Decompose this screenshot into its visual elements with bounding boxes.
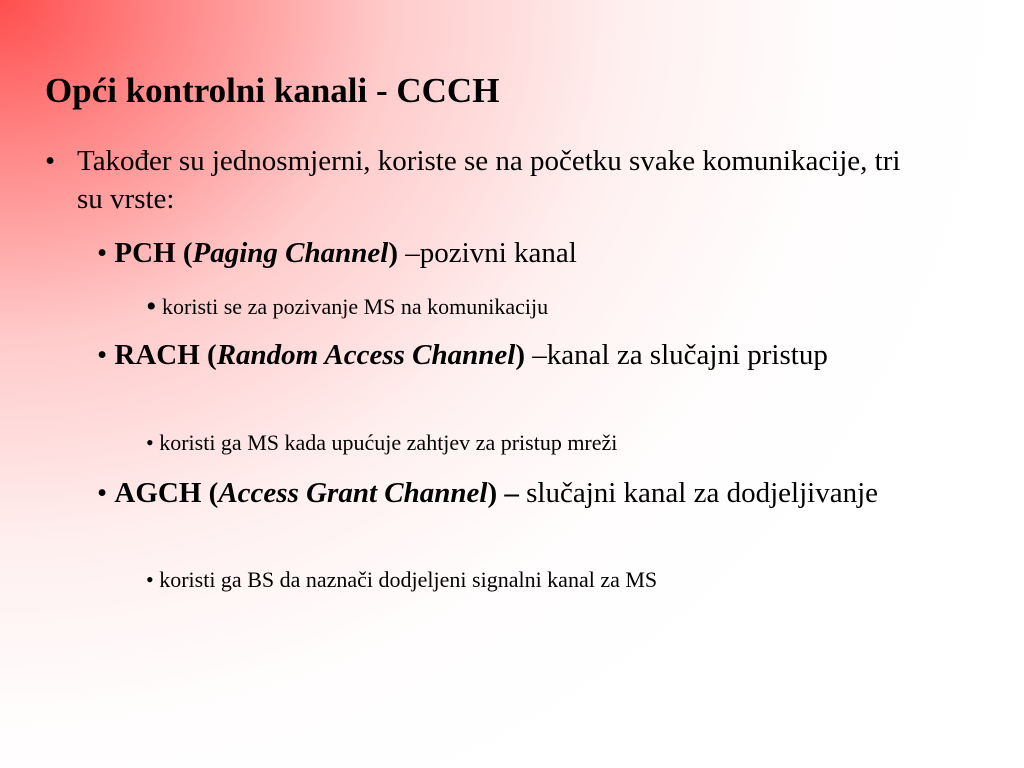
- channel-description: slučajni kanal za dodjeljivanje: [518, 477, 879, 509]
- channel-abbr: RACH (: [114, 339, 217, 371]
- channel-item-agch: [97, 474, 917, 512]
- channel-name: Paging Channel: [192, 237, 389, 269]
- channel-item-pch: [97, 234, 917, 272]
- bullet-dot: •: [97, 237, 108, 269]
- bullet-dot: •: [97, 339, 108, 371]
- detail-text: koristi se za pozivanje MS na komunikaciju: [162, 294, 549, 319]
- bullet-dot: •: [97, 477, 108, 509]
- channel-description: –kanal za slučajni pristup: [525, 339, 828, 371]
- channel-abbr: AGCH (: [114, 477, 219, 509]
- channel-close: ) –: [487, 477, 519, 509]
- channel-name: Access Grant Channel: [218, 477, 488, 509]
- slide-title: Opći kontrolni kanali - CCCH: [45, 71, 500, 110]
- bullet-dot: •: [146, 567, 154, 592]
- channel-close: ): [515, 339, 526, 371]
- detail-text: koristi ga BS da naznači dodjeljeni signalni kanal za MS: [159, 567, 658, 592]
- channel-detail-agch: [146, 565, 906, 595]
- intro-text: Također su jednosmjerni, koriste se na početku svake komunikacije, tri su vrste:: [77, 145, 901, 215]
- intro-bullet: [45, 142, 907, 218]
- bullet-dot: •: [146, 430, 154, 455]
- channel-detail-pch: [146, 290, 906, 322]
- detail-text: koristi ga MS kada upućuje zahtjev za pristup mreži: [159, 430, 618, 455]
- channel-abbr: PCH (: [114, 237, 193, 269]
- channel-close: ): [388, 237, 399, 269]
- channel-detail-rach: [146, 428, 906, 458]
- channel-item-rach: [97, 336, 917, 374]
- bullet-dot: •: [146, 290, 157, 323]
- channel-name: Random Access Channel: [216, 339, 516, 371]
- bullet-dot: •: [45, 145, 56, 177]
- channel-description: –pozivni kanal: [398, 237, 577, 269]
